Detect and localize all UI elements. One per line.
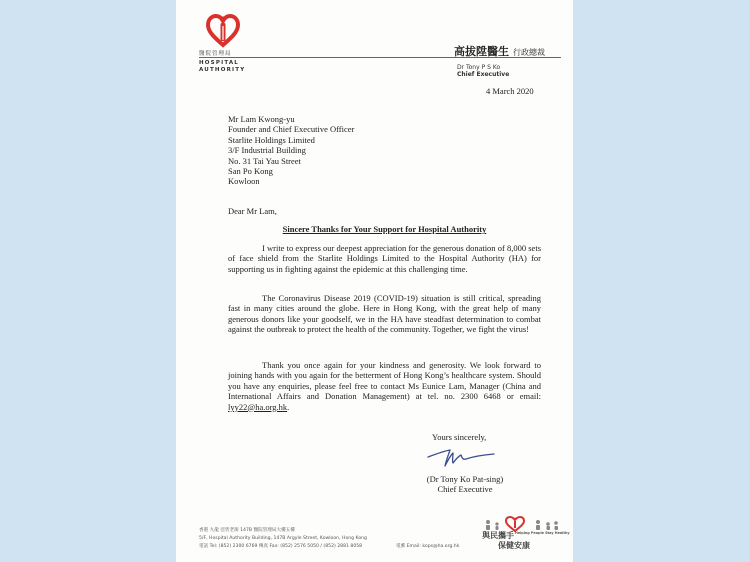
sender-name-zh	[454, 43, 545, 59]
letter-subject: Sincere Thanks for Your Support for Hospital Authority	[282, 224, 487, 234]
org-name-zh: 醫院管理局	[199, 51, 232, 57]
sender-title-zh: 行政總裁	[513, 48, 545, 57]
footer-email: 電郵 Email: kops@ha.org.hk	[396, 544, 460, 549]
contact-email-link[interactable]: lyy22@ha.org.hk	[228, 401, 288, 412]
body-paragraph-2: The Coronavirus Disease 2019 (COVID-19) situation is still critical, spreading fast in many cities around the globe. Here in Hong Kong, with the great help of many generous donors like your goodself, we in the HA have steadfast determination to combat against the outbreak to protect the health of the community. Together, we fight the virus!	[228, 293, 541, 335]
footer-address-en: 5/F, Hospital Authority Building, 147B Argyle Street, Kowloon, Hong Kong	[199, 536, 367, 541]
recipient-line: Kowloon	[228, 176, 260, 187]
salutation: Dear Mr Lam,	[228, 206, 277, 216]
signature-icon	[426, 446, 498, 468]
campaign-slogan-zh-1: 與民攜手	[482, 531, 514, 540]
recipient-line: No. 31 Tai Yau Street	[228, 155, 301, 166]
footer-address	[199, 527, 367, 551]
letter-date: 4 March 2020	[486, 86, 534, 96]
letter-page	[176, 0, 573, 562]
recipient-line: San Po Kong	[228, 166, 273, 177]
body-paragraph-3	[228, 360, 541, 412]
org-name-en	[199, 60, 245, 74]
hospital-authority-logo-icon	[206, 14, 240, 48]
sender-name-en: Dr Tony P S Ko	[457, 64, 501, 71]
signer-name: (Dr Tony Ko Pat-sing)	[426, 474, 504, 484]
signer-block	[420, 474, 510, 495]
org-name-en-line1: HOSPITAL	[199, 60, 240, 66]
signer-title: Chief Executive	[437, 484, 493, 495]
campaign-slogan-zh-2: 保健安康	[498, 541, 530, 550]
recipient-line: 3/F Industrial Building	[228, 145, 306, 156]
org-name-en-line2: AUTHORITY	[199, 67, 246, 73]
body-paragraph-3-end: .	[287, 401, 290, 412]
recipient-line: Founder and Chief Executive Officer	[228, 124, 355, 135]
recipient-line: Starlite Holdings Limited	[228, 134, 315, 145]
closing: Yours sincerely,	[432, 432, 487, 442]
sender-title-en: Chief Executive	[457, 71, 510, 78]
sender-name-zh-text: 高拔陞醫生	[454, 46, 509, 58]
campaign-slogan-en: Helping People Stay Healthy	[515, 531, 570, 535]
body-paragraph-1: I write to express our deepest appreciation for the generous donation of 8,000 sets of face shield from the Starlite Holdings Limited to the Hospital Authority (HA) for supporting us in fighting against the epidemic at this challenging time.	[228, 243, 541, 274]
recipient-line: Mr Lam Kwong-yu	[228, 114, 295, 124]
footer-contacts: 電話 Tel: (852) 2300 6769 傳真 Fax: (852) 2576 5050 / (852) 2881 8058	[199, 544, 363, 549]
recipient-address	[228, 114, 354, 187]
body-paragraph-3-text: Thank you once again for your kindness and generosity. We look forward to joining hands with you again for the betterment of Hong Kong’s healthcare system. Should you have any enquiries, please feel free to contact Ms Eunice Lam, Manager (China and International Affairs and Donation Management) at tel. no. 2300 6468 or email:	[228, 360, 541, 402]
footer-address-zh: 香港 九龍 亞皆老街 147B 醫院管理局大樓五樓	[199, 528, 295, 533]
